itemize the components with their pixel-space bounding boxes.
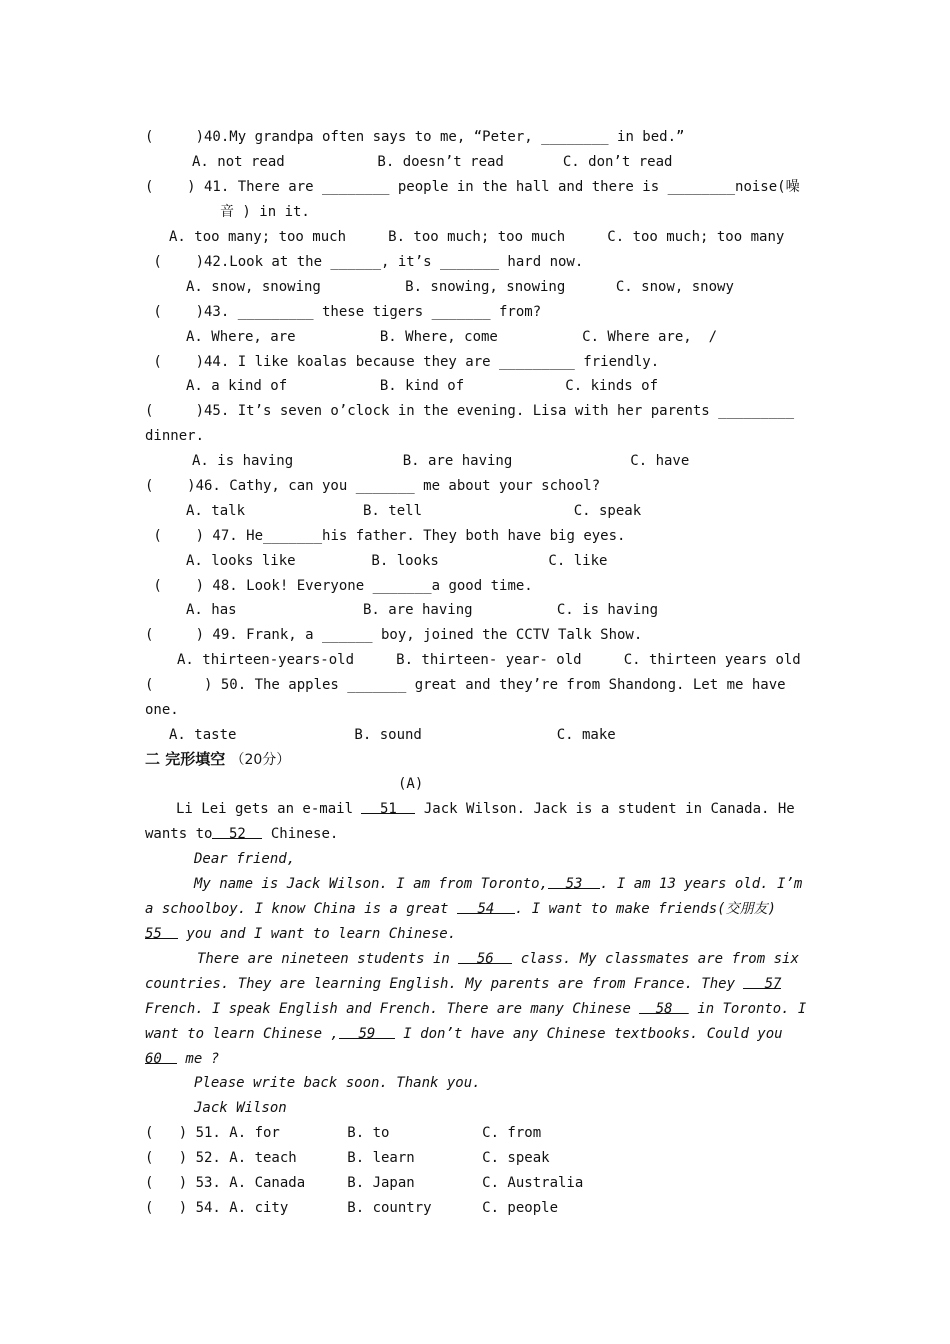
- passage-text: in Toronto. I: [689, 1001, 807, 1017]
- passage-text: you and I want to learn Chinese.: [178, 926, 457, 942]
- blank-number: 60: [145, 1051, 162, 1067]
- letter-line: [145, 999, 806, 1019]
- letter-line: [145, 924, 456, 944]
- letter-greeting: Dear friend,: [194, 851, 296, 867]
- passage-text: . I want to make friends(交朋友): [514, 901, 777, 917]
- blank-51: [361, 799, 415, 817]
- cloze-question-54: ( ) 54. A. city B. country C. people: [145, 1200, 559, 1216]
- blank-number: 59: [358, 1026, 376, 1042]
- passage-label: (A): [398, 776, 424, 792]
- blank-58: [639, 999, 689, 1017]
- question-45: ( )45. It’s seven o’clock in the evening. Lisa with her parents _________: [145, 403, 795, 419]
- answer-blank: _______: [372, 578, 432, 594]
- options-50: A. taste B. sound C. make: [169, 727, 616, 743]
- question-44: ( )44. I like koalas because they are _________ friendly.: [145, 354, 660, 370]
- question-45-continued: dinner.: [145, 428, 205, 444]
- blank-52: [212, 824, 262, 842]
- question-46: ( )46. Cathy, can you _______ me about your school?: [145, 478, 601, 494]
- letter-signature: Jack Wilson: [194, 1100, 287, 1116]
- question-text: ( ) 47. He: [145, 528, 264, 544]
- options-47: A. looks like B. looks C. like: [186, 553, 608, 569]
- question-42: ( )42.Look at the ______, it’s _______ hard now.: [145, 254, 584, 270]
- question-50-continued: one.: [145, 702, 179, 718]
- passage-text: a schoolboy. I know China is a great: [145, 901, 457, 917]
- blank-60: [145, 1049, 177, 1067]
- letter-line: [145, 1024, 783, 1044]
- options-41: A. too many; too much B. too much; too much C. too much; too many: [169, 229, 785, 245]
- cloze-question-52: ( ) 52. A. teach B. learn C. speak: [145, 1150, 550, 1166]
- passage-text: . I am 13 years old. I’m: [600, 876, 803, 892]
- question-text: ( )40.My grandpa often says to me, “Peter,: [145, 129, 542, 145]
- blank-number: 57: [764, 976, 782, 992]
- passage-text: Jack Wilson. Jack is a student in Canada. He: [415, 801, 795, 817]
- blank-number: 52: [229, 826, 246, 842]
- passage-text: countries. They are learning English. My parents are from France. They: [145, 976, 744, 992]
- question-text: his father. They both have big eyes.: [322, 528, 626, 544]
- blank-number: 53: [565, 876, 583, 892]
- blank-55: [145, 924, 178, 942]
- question-text: a good time.: [431, 578, 533, 594]
- letter-line: [145, 1049, 219, 1069]
- passage-text: Li Lei gets an e-mail: [176, 801, 362, 817]
- blank-56: [458, 949, 512, 967]
- blank-54: [457, 899, 515, 917]
- question-48: [145, 576, 533, 596]
- blank-59: [339, 1024, 395, 1042]
- blank-number: 51: [380, 801, 397, 817]
- blank-53: [548, 874, 600, 892]
- passage-text: class. My classmates are from six: [512, 951, 799, 967]
- options-49: A. thirteen-years-old B. thirteen- year- old C. thirteen years old: [177, 652, 801, 668]
- blank-number: 58: [655, 1001, 673, 1017]
- passage-text: I don’t have any Chinese textbooks. Could you: [394, 1026, 783, 1042]
- question-49: ( ) 49. Frank, a ______ boy, joined the CCTV Talk Show.: [145, 627, 643, 643]
- options-43: A. Where, are B. Where, come C. Where are, /: [186, 329, 718, 345]
- passage-text: My name is Jack Wilson. I am from Toronto,: [194, 876, 549, 892]
- blank-number: 56: [476, 951, 494, 967]
- letter-closing: Please write back soon. Thank you.: [194, 1075, 481, 1091]
- question-41: ( ) 41. There are ________ people in the hall and there is ________noise(噪: [145, 179, 800, 195]
- options-42: A. snow, snowing B. snowing, snowing C. snow, snowy: [186, 279, 734, 295]
- passage-text: There are nineteen students in: [197, 951, 459, 967]
- question-41-continued: 音 ) in it.: [220, 204, 310, 220]
- section-title: 二 完形填空: [145, 750, 226, 768]
- blank-number: 55: [145, 926, 162, 942]
- cloze-question-53: ( ) 53. A. Canada B. Japan C. Australia: [145, 1175, 584, 1191]
- letter-line: [145, 974, 781, 994]
- passage-text: want to learn Chinese ,: [145, 1026, 339, 1042]
- question-43: ( )43. _________ these tigers _______ from?: [145, 304, 542, 320]
- options-45: A. is having B. are having C. have: [192, 453, 690, 469]
- options-40: A. not read B. doesn’t read C. don’t read: [192, 154, 673, 170]
- answer-blank: ________: [541, 129, 609, 145]
- passage-intro-line: [145, 824, 338, 844]
- passage-text: French. I speak English and French. There are many Chinese: [145, 1001, 640, 1017]
- passage-text: me ?: [177, 1051, 220, 1067]
- letter-line: [194, 874, 802, 894]
- options-44: A. a kind of B. kind of C. kinds of: [186, 378, 659, 394]
- question-40: [145, 127, 684, 147]
- question-50: ( ) 50. The apples _______ great and they’re from Shandong. Let me have: [145, 677, 786, 693]
- blank-57: [743, 974, 782, 992]
- passage-text: Chinese.: [262, 826, 339, 842]
- section-heading: [145, 749, 290, 770]
- letter-line: [197, 949, 799, 969]
- question-text: ( ) 48. Look! Everyone: [145, 578, 373, 594]
- cloze-question-51: ( ) 51. A. for B. to C. from: [145, 1125, 542, 1141]
- passage-text: wants to: [145, 826, 213, 842]
- options-46: A. talk B. tell C. speak: [186, 503, 642, 519]
- options-48: A. has B. are having C. is having: [186, 602, 659, 618]
- answer-blank: _______: [263, 528, 323, 544]
- question-text: in bed.”: [608, 129, 685, 145]
- section-score: （20分）: [230, 752, 291, 768]
- passage-intro-line: [176, 799, 795, 819]
- blank-number: 54: [477, 901, 495, 917]
- question-47: [145, 526, 625, 546]
- letter-line: [145, 899, 776, 919]
